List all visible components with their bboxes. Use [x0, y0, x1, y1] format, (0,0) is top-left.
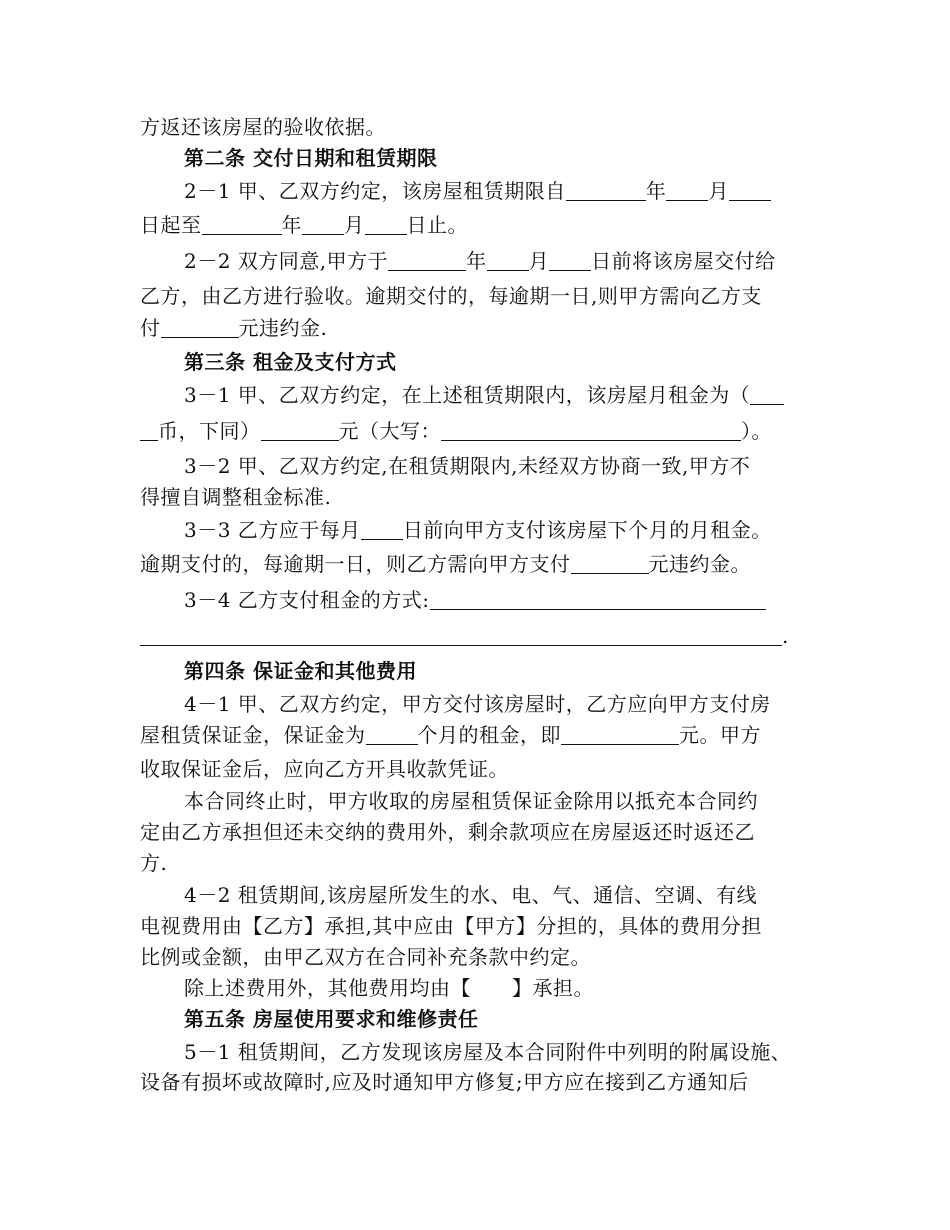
text-segment: 付	[140, 316, 161, 340]
blank-field-months[interactable]	[366, 724, 418, 745]
clause-2-1-line-cont	[140, 210, 468, 240]
text-segment: .	[782, 624, 789, 648]
clause-3-3-penalty-line	[140, 549, 751, 579]
text-line: 本合同终止时，甲方收取的房屋租赁保证金除用以抵充本合同约	[184, 789, 758, 813]
blank-field-year[interactable]	[388, 250, 466, 271]
clause-3-1-line	[184, 380, 784, 410]
blank-field-amount[interactable]	[571, 553, 649, 574]
clause-3-1-line-cont	[140, 416, 772, 446]
blank-field-day[interactable]	[729, 180, 771, 201]
text-line: 方.	[140, 851, 168, 875]
text-line: 比例或金额，由甲乙双方在合同补充条款中约定。	[140, 945, 591, 969]
text-segment: 月	[344, 213, 365, 237]
text-line: 4－1 甲、乙双方约定，甲方交付该房屋时，乙方应向甲方支付房	[184, 692, 771, 716]
text-segment: 屋租赁保证金，保证金为	[140, 723, 366, 747]
text-line: 3－2 甲、乙双方约定,在租赁期限内,未经双方协商一致,甲方不	[184, 454, 751, 478]
blank-field-day[interactable]	[365, 214, 407, 235]
blank-field-day[interactable]	[361, 519, 403, 540]
text-segment: 年	[645, 179, 667, 203]
blank-field-day[interactable]	[549, 250, 591, 271]
clause-2-2-penalty-line	[140, 313, 327, 343]
text-line: 设备有损坏或故障时,应及时通知甲方修复;甲方应在接到乙方通知后	[140, 1070, 749, 1094]
text-segment: 日前向甲方支付该房屋下个月的月租金。	[402, 518, 772, 542]
blank-field-deposit-amount[interactable]	[561, 724, 679, 745]
blank-field-payment-method[interactable]	[140, 625, 782, 646]
text-line: 方返还该房屋的验收依据。	[140, 115, 386, 139]
blank-field-currency[interactable]	[140, 420, 158, 441]
text-segment: 2－1 甲、乙双方约定，该房屋租赁期限自	[184, 179, 566, 203]
text-line: 4－2 租赁期间,该房屋所发生的水、电、气、通信、空调、有线	[184, 883, 758, 907]
text-segment: 元违约金。	[648, 552, 751, 576]
blank-field-rent-amount[interactable]	[261, 420, 339, 441]
text-segment: 3－1 甲、乙双方约定，在上述租赁期限内，该房屋月租金为（	[184, 383, 751, 407]
blank-field-month[interactable]	[487, 250, 529, 271]
blank-field-month[interactable]	[666, 180, 708, 201]
text-segment: 月	[708, 179, 729, 203]
clause-3-4-line-cont	[140, 621, 789, 651]
blank-field-amount[interactable]	[161, 317, 239, 338]
text-line: 5－1 租赁期间，乙方发现该房屋及本合同附件中列明的附属设施、	[184, 1040, 792, 1064]
blank-field-year[interactable]	[202, 214, 282, 235]
text-segment: 月	[528, 249, 550, 273]
blank-field-month[interactable]	[302, 214, 344, 235]
clause-3-4-line	[184, 585, 766, 615]
text-segment: 元。甲方	[679, 723, 761, 747]
section-heading-2: 第二条 交付日期和租赁期限	[184, 146, 438, 170]
blank-field-rent-uppercase[interactable]	[441, 420, 741, 441]
text-segment: 个月的租金，即	[417, 723, 561, 747]
text-segment: 3－3 乙方应于每月	[184, 518, 361, 542]
blank-field-currency[interactable]	[750, 384, 784, 405]
text-segment: 2－2 双方同意,甲方于	[184, 249, 389, 273]
text-line: 乙方，由乙方进行验收。逾期交付的，每逾期一日,则甲方需向乙方支	[140, 284, 762, 308]
blank-field-year[interactable]	[566, 180, 646, 201]
text-segment: ）。	[741, 419, 772, 443]
text-segment: 逾期支付的，每逾期一日，则乙方需向甲方支付	[140, 552, 571, 576]
text-segment: 3－4 乙方支付租金的方式:	[184, 588, 430, 612]
section-heading-3: 第三条 租金及支付方式	[184, 350, 397, 374]
text-segment: 元违约金.	[238, 316, 328, 340]
text-segment: 年	[466, 249, 487, 273]
text-segment: 日起至	[140, 213, 202, 237]
section-heading-5: 第五条 房屋使用要求和维修责任	[184, 1007, 479, 1031]
text-segment: 币，下同）	[158, 419, 261, 443]
text-segment: 日前将该房屋交付给	[591, 249, 776, 273]
clause-4-1-deposit-line	[140, 720, 761, 750]
text-segment: 日止。	[406, 213, 468, 237]
text-segment: 元（大写：	[338, 419, 441, 443]
clause-3-3-line	[184, 515, 772, 545]
blank-field-payment-method[interactable]	[430, 589, 766, 610]
section-heading-4: 第四条 保证金和其他费用	[184, 659, 417, 683]
text-line: 定由乙方承担但还未交纳的费用外，剩余款项应在房屋返还时返还乙	[140, 820, 755, 844]
text-line: 得擅自调整租金标准.	[140, 485, 332, 509]
text-line: 除上述费用外，其他费用均由【 】承担。	[184, 976, 594, 1000]
clause-2-2-line	[184, 246, 776, 276]
text-segment: 年	[281, 213, 302, 237]
text-line: 收取保证金后，应向乙方开具收款凭证。	[140, 757, 509, 781]
text-line: 电视费用由【乙方】承担,其中应由【甲方】分担的，具体的费用分担	[140, 914, 762, 938]
clause-2-1-line	[184, 176, 771, 206]
